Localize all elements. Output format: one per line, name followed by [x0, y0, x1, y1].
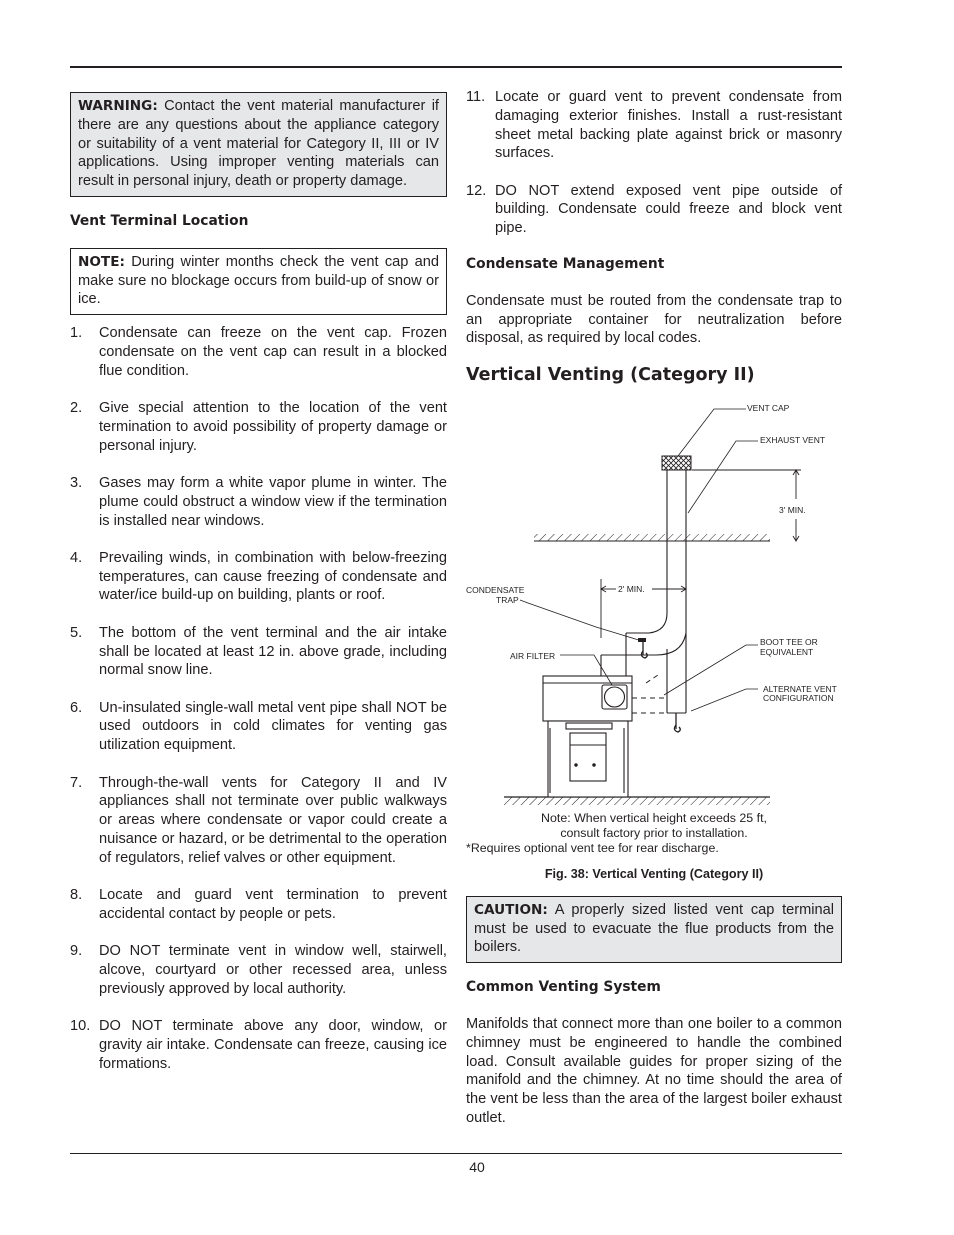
figure-note-line-2: consult factory prior to installation. — [560, 826, 748, 841]
figure-note-line-1: Note: When vertical height exceeds 25 ft, — [541, 811, 767, 826]
note-text: During winter months check the vent cap and make sure no blockage occurs from build-up of snow or ice. — [78, 253, 439, 308]
alternate-vent-label-1: ALTERNATE VENT — [763, 684, 837, 695]
list-item: 9. DO NOT terminate vent in window well, stairwell, alcove, courtyard or other recessed area, unless previously approved by local authority. — [70, 943, 447, 997]
figure-caption: Fig. 38: Vertical Venting (Category II) — [544, 867, 764, 882]
warning-label: WARNING: — [78, 98, 158, 114]
boot-tee-label-1: BOOT TEE OR — [760, 637, 818, 648]
alternate-vent-configuration — [632, 673, 667, 713]
common-venting-paragraph: Manifolds that connect more than one boiler to a common chimney must be engineered to handle the combined load. Consult available guides for proper sizing of the manifold and the chimney. At no time should the area of the vent be less than the area of the largest boiler exhaust outlet. — [466, 1016, 842, 1127]
common-venting-heading: Common Venting System — [466, 979, 661, 996]
vent-terminal-list-continued — [466, 88, 842, 238]
list-item: 2. Give special attention to the location of the vent termination to avoid possibility of property damage or personal injury. — [70, 400, 447, 454]
vent-terminal-list — [70, 324, 447, 1073]
list-item: 5. The bottom of the vent terminal and the air intake shall be located at least 12 in. above grade, including normal snow line. — [70, 624, 447, 679]
condensate-trap-label-1: CONDENSATE — [466, 585, 525, 596]
vertical-venting-heading: Vertical Venting (Category II) — [466, 365, 755, 386]
caution-text: A properly sized listed vent cap terminal must be used to evacuate the flue products from the boilers. — [474, 901, 834, 956]
condensate-heading: Condensate Management — [466, 256, 665, 273]
list-item: 4. Prevailing winds, in combination with below-freezing temperatures, can cause freezing of condensate and water/ice build-up on building, plants or roof. — [70, 549, 447, 604]
list-item: 7. Through-the-wall vents for Category II and IV appliances shall not terminate over public walkways or areas where condensate or vapor could create a nuisance or hazard, or be detrimental to the operation of regulators, relief valves or other equipment. — [70, 774, 447, 866]
list-item: 12. DO NOT extend exposed vent pipe outside of building. Condensate could freeze and block vent pipe. — [466, 182, 842, 237]
page-number: 40 — [469, 1159, 485, 1175]
note-label: NOTE: — [78, 253, 125, 270]
list-item: 3. Gases may form a white vapor plume in winter. The plume could obstruct a window view if the termination is installed near windows. — [70, 474, 447, 529]
roof-line — [534, 534, 770, 541]
boot-tee-label-2: EQUIVALENT — [760, 647, 814, 658]
right-column — [466, 88, 842, 1128]
list-item: 11. Locate or guard vent to prevent condensate from damaging exterior finishes. Install a rust-resistant sheet metal backing plate against brick or masonry surfaces. — [466, 89, 842, 162]
caution-label: CAUTION: — [474, 901, 548, 918]
three-min-label: 3' MIN. — [779, 505, 806, 516]
note-box — [70, 248, 447, 315]
alternate-vent-label-2: CONFIGURATION — [763, 693, 834, 704]
condensate-paragraph: Condensate must be routed from the condensate trap to an appropriate container for neutralization before disposal, as required by local codes. — [466, 292, 842, 347]
top-rule — [70, 66, 842, 68]
leader-lines — [520, 409, 758, 711]
condensate-trap-icon — [638, 638, 680, 732]
list-item: 8. Locate and guard vent termination to prevent accidental contact by people or pets. — [70, 887, 447, 922]
vent-terminal-heading: Vent Terminal Location — [70, 212, 249, 229]
figure-note-line-3: *Requires optional vent tee for rear discharge. — [466, 841, 719, 856]
condensate-trap-label-2: TRAP — [496, 595, 519, 606]
warning-box — [70, 92, 447, 197]
vent-cap-label: VENT CAP — [747, 403, 790, 414]
bottom-rule — [70, 1153, 842, 1154]
ground-line — [504, 797, 770, 805]
warning-text: Contact the vent material manufacturer if there are any questions about the appliance category or suitability of a vent material for Category II, III or IV applications. Using improper venting materials can result in personal injury, death or property damage. — [78, 98, 439, 190]
list-item: 6. Un-insulated single-wall metal vent pipe shall NOT be used outdoors in cold climates for venting gas utilization equipment. — [70, 699, 447, 754]
two-min-label: 2' MIN. — [618, 584, 645, 595]
boiler-unit — [543, 676, 632, 797]
vertical-venting-figure — [466, 393, 842, 811]
vent-diagram — [466, 393, 842, 811]
list-item: 1. Condensate can freeze on the vent cap. Frozen condensate on the vent cap can result in a blocked flue condition. — [70, 325, 447, 379]
left-column — [70, 92, 447, 1073]
exhaust-vent-label: EXHAUST VENT — [760, 435, 826, 446]
air-filter-label: AIR FILTER — [510, 651, 556, 662]
vent-cap-icon — [662, 456, 691, 470]
caution-box — [466, 896, 842, 963]
list-item: 10. DO NOT terminate above any door, window, or gravity air intake. Condensate can freeze, causing ice formations. — [70, 1017, 447, 1072]
